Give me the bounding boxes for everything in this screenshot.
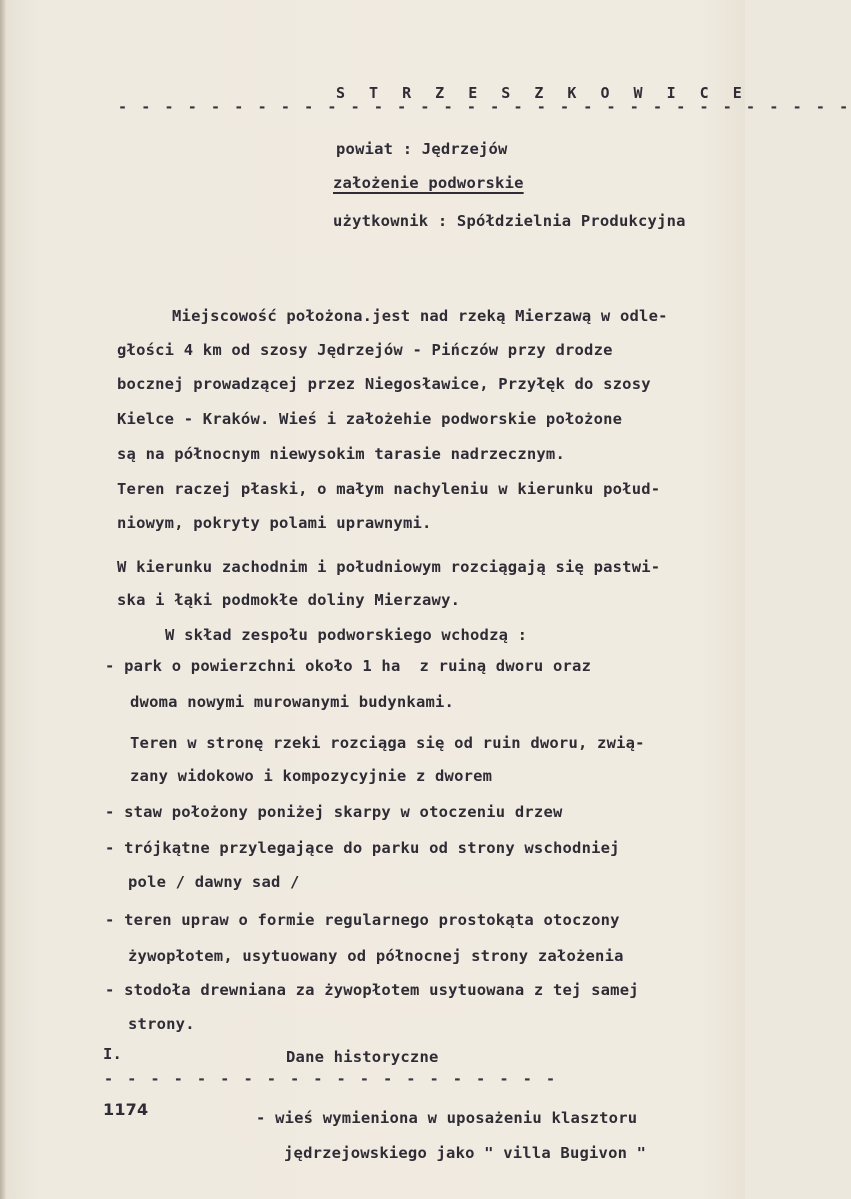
powiat-label: powiat : Jędrzejów — [336, 140, 508, 158]
body-line-5: są na północnym niewysokim tarasie nadrzecznym. — [117, 445, 565, 463]
page-edge — [0, 0, 6, 1199]
body-line-6: Teren raczej płaski, o małym nachyleniu w kierunku połud- — [117, 480, 661, 498]
body-line-19: żywopłotem, usytuowany od północnej strony założenia — [128, 947, 624, 965]
body-line-7: niowym, pokryty polami uprawnymi. — [117, 514, 432, 532]
site-type: założenie podworskie — [333, 174, 524, 192]
user-label: użytkownik : Spółdzielnia Produkcyjna — [333, 212, 686, 230]
title-rule: - - - - - - - - - - - - - - - - - - - - - - - - - - - - - - - - — [118, 98, 851, 116]
body-line-11: - park o powierzchni około 1 ha z ruiną dworu oraz — [105, 657, 592, 675]
body-line-12: dwoma nowymi murowanymi budynkami. — [130, 693, 455, 711]
history-year: 1174 — [103, 1100, 149, 1119]
body-line-4: Kielce - Kraków. Wieś i założehie podworskie położone — [117, 410, 623, 428]
section-rule: - - - - - - - - - - - - - - - - - - - - — [104, 1070, 558, 1088]
body-line-13: Teren w stronę rzeki rozciąga się od ruin dworu, zwią- — [130, 734, 645, 752]
body-line-15: - staw położony poniżej skarpy w otoczeniu drzew — [105, 803, 563, 821]
section-heading: Dane historyczne — [286, 1048, 439, 1066]
body-line-10: W skład zespołu podworskiego wchodzą : — [165, 626, 528, 644]
body-line-18: - teren upraw o formie regularnego prostokąta otoczony — [105, 911, 620, 929]
body-line-21: strony. — [128, 1015, 195, 1033]
body-line-1: Miejscowość położona.jest nad rzeką Mierzawą w odle- — [172, 307, 668, 325]
body-line-17: pole / dawny sad / — [128, 873, 300, 891]
body-line-20: - stodoła drewniana za żywopłotem usytuowana z tej samej — [105, 981, 639, 999]
history-line-1: - wieś wymieniona w uposażeniu klasztoru — [256, 1109, 638, 1127]
body-line-3: bocznej prowadzącej przez Niegosławice, Przyłęk do szosy — [117, 375, 651, 393]
body-line-9: ska i łąki podmokłe doliny Mierzawy. — [117, 591, 461, 609]
body-line-8: W kierunku zachodnim i południowym rozciągają się pastwi- — [117, 558, 661, 576]
history-line-2: jędrzejowskiego jako " villa Bugivon " — [284, 1144, 647, 1162]
body-line-16: - trójkątne przylegające do parku od strony wschodniej — [105, 839, 620, 857]
body-line-14: zany widokowo i kompozycyjnie z dworem — [130, 767, 493, 785]
section-numeral: I. — [103, 1045, 123, 1063]
body-line-2: głości 4 km od szosy Jędrzejów - Pińczów przy drodze — [117, 341, 613, 359]
document-title: S T R Z E S Z K O W I C E — [336, 84, 750, 102]
